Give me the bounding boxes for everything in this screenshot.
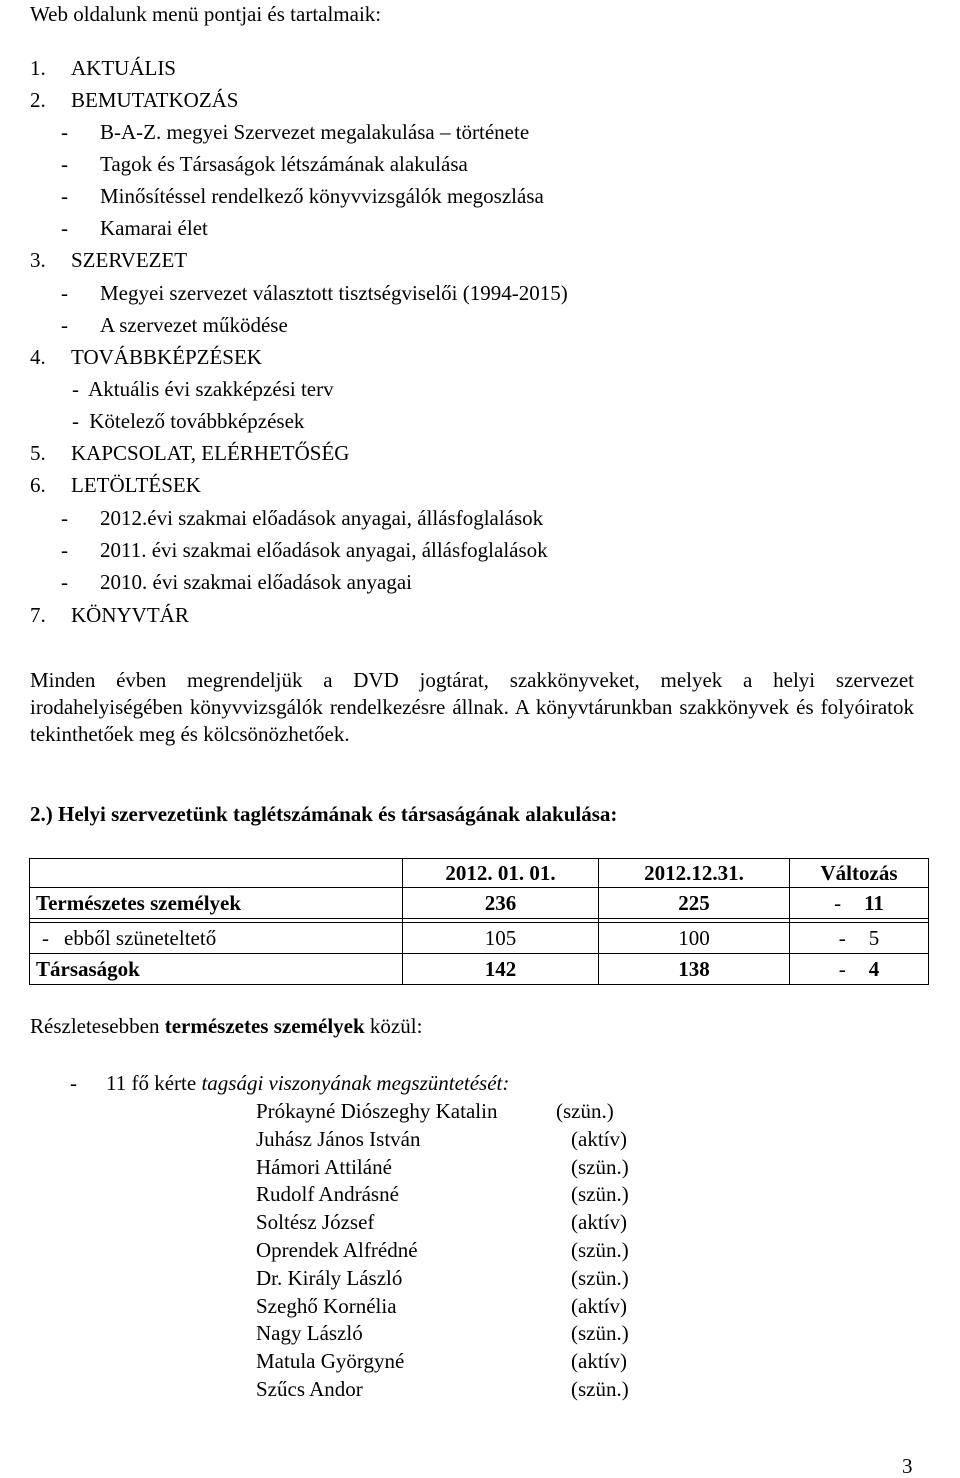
member-name: Oprendek Alfrédné bbox=[256, 1238, 418, 1262]
menu-title: SZERVEZET bbox=[71, 248, 188, 272]
menu-title: KÖNYVTÁR bbox=[71, 603, 189, 627]
membership-table bbox=[29, 858, 929, 985]
menu-number: 6. bbox=[30, 473, 46, 497]
menu-item-2 bbox=[30, 88, 239, 112]
member-name: Prókayné Diószeghy Katalin bbox=[256, 1099, 498, 1123]
member-status: (szün.) bbox=[571, 1238, 629, 1262]
member-name: Matula Györgyné bbox=[256, 1349, 405, 1373]
submenu-item: - Minősítéssel rendelkező könyvvizsgálók megoszlása bbox=[61, 184, 544, 208]
menu-title: AKTUÁLIS bbox=[71, 56, 176, 80]
member-name: Nagy László bbox=[256, 1321, 363, 1345]
submenu-item: - B-A-Z. megyei Szervezet megalakulása – története bbox=[61, 120, 530, 144]
library-paragraph: Minden évben megrendeljük a DVD jogtárat, szakkönyveket, melyek a helyi szervezet irodahelyiségében könyvvizsgálók rendelkezésre állnak. A könyvtárunkban szakkönyvek és folyóiratok tekinthetőek meg és kölcsönözhetőek. bbox=[30, 668, 914, 746]
member-name: Szeghő Kornélia bbox=[256, 1294, 397, 1318]
row-label: - ebből szüneteltető bbox=[30, 923, 403, 954]
submenu-item: - Tagok és Társaságok létszámának alakulása bbox=[61, 152, 468, 176]
end-value: 225 bbox=[599, 888, 790, 919]
member-name: Szűcs Andor bbox=[256, 1377, 363, 1401]
menu-title: TOVÁBBKÉPZÉSEK bbox=[71, 345, 262, 369]
submenu-item: - Aktuális évi szakképzési terv bbox=[72, 377, 334, 401]
start-value: 236 bbox=[403, 888, 599, 919]
submenu-item: - Kötelező továbbképzések bbox=[72, 409, 305, 433]
table-row bbox=[30, 954, 929, 985]
table-header-cell: 2012.12.31. bbox=[599, 859, 790, 888]
member-name: Soltész József bbox=[256, 1210, 375, 1234]
member-status: (aktív) bbox=[571, 1294, 627, 1318]
member-status: (szün.) bbox=[571, 1321, 629, 1345]
change-cell: - 11 bbox=[790, 888, 929, 919]
row-label: Természetes személyek bbox=[30, 888, 403, 919]
table-row bbox=[30, 923, 929, 954]
start-value: 142 bbox=[403, 954, 599, 985]
section-heading: 2.) Helyi szervezetünk taglétszámának és társaságának alakulása: bbox=[30, 802, 618, 826]
menu-number: 3. bbox=[30, 248, 46, 272]
member-name: Hámori Attiláné bbox=[256, 1155, 392, 1179]
submenu-item: - Megyei szervezet választott tisztségviselői (1994-2015) bbox=[61, 281, 568, 305]
menu-item-6 bbox=[30, 473, 201, 497]
table-header-cell: 2012. 01. 01. bbox=[403, 859, 599, 888]
member-name: Rudolf Andrásné bbox=[256, 1182, 399, 1206]
menu-number: 5. bbox=[30, 441, 46, 465]
member-name: Juhász János István bbox=[256, 1127, 421, 1151]
menu-title: BEMUTATKOZÁS bbox=[71, 88, 239, 112]
end-value: 100 bbox=[599, 923, 790, 954]
change-cell: - 5 bbox=[790, 923, 929, 954]
menu-item-5 bbox=[30, 441, 349, 465]
table-row bbox=[30, 888, 929, 919]
member-status: (szün.) bbox=[571, 1377, 629, 1401]
member-status: (aktív) bbox=[571, 1210, 627, 1234]
menu-title: KAPCSOLAT, ELÉRHETŐSÉG bbox=[71, 441, 350, 465]
details-lead: Részletesebben természetes személyek közül: bbox=[30, 1014, 423, 1038]
end-value: 138 bbox=[599, 954, 790, 985]
menu-item-1 bbox=[30, 56, 176, 80]
member-status: (szün.) bbox=[571, 1182, 629, 1206]
submenu-item: - 2011. évi szakmai előadások anyagai, állásfoglalások bbox=[61, 538, 548, 562]
member-name: Dr. Király László bbox=[256, 1266, 403, 1290]
intro-text: Web oldalunk menü pontjai és tartalmaik: bbox=[30, 2, 382, 26]
member-status: (szün.) bbox=[571, 1266, 629, 1290]
menu-number: 2. bbox=[30, 88, 46, 112]
menu-number: 4. bbox=[30, 345, 46, 369]
details-item: - 11 fő kérte tagsági viszonyának megszüntetését: bbox=[70, 1071, 510, 1095]
submenu-item: - Kamarai élet bbox=[61, 216, 208, 240]
table-header-cell bbox=[30, 859, 403, 888]
change-cell: - 4 bbox=[790, 954, 929, 985]
menu-title: LETÖLTÉSEK bbox=[71, 473, 201, 497]
start-value: 105 bbox=[403, 923, 599, 954]
menu-number: 1. bbox=[30, 56, 46, 80]
page-number: 3 bbox=[902, 1454, 913, 1478]
table-header-row bbox=[30, 859, 929, 888]
member-status: (szün.) bbox=[556, 1099, 614, 1123]
member-status: (aktív) bbox=[571, 1349, 627, 1373]
submenu-item: - A szervezet működése bbox=[61, 313, 288, 337]
menu-item-4 bbox=[30, 345, 262, 369]
menu-item-7 bbox=[30, 603, 189, 627]
member-status: (szün.) bbox=[571, 1155, 629, 1179]
submenu-item: - 2010. évi szakmai előadások anyagai bbox=[61, 570, 412, 594]
menu-number: 7. bbox=[30, 603, 46, 627]
submenu-item: - 2012.évi szakmai előadások anyagai, állásfoglalások bbox=[61, 506, 544, 530]
menu-item-3 bbox=[30, 248, 187, 272]
row-label: Társaságok bbox=[30, 954, 403, 985]
table-header-cell: Változás bbox=[790, 859, 929, 888]
member-status: (aktív) bbox=[571, 1127, 627, 1151]
